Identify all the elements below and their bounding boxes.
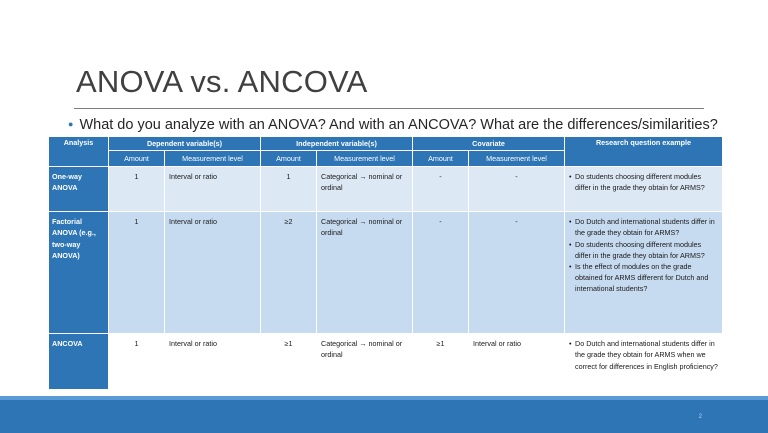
footer-bar	[0, 400, 768, 433]
page-number: 2	[698, 414, 702, 420]
header-research-question: Research question example	[565, 137, 723, 167]
dep-level: Interval or ratio	[165, 334, 261, 390]
row-analysis-label: ANCOVA	[49, 334, 109, 390]
bullet-question	[68, 117, 768, 133]
research-question-cell	[565, 212, 723, 334]
dep-amount: 1	[109, 167, 165, 212]
dep-level: Interval or ratio	[165, 212, 261, 334]
header-dep-level: Measurement level	[165, 151, 261, 167]
table-row	[49, 212, 723, 334]
row-analysis-label: Factorial ANOVA (e.g., two-way ANOVA)	[49, 212, 109, 334]
ind-level: Categorical → nominal or ordinal	[317, 334, 413, 390]
slide-title: ANOVA vs. ANCOVA	[76, 64, 368, 99]
dep-level: Interval or ratio	[165, 167, 261, 212]
cov-amount: -	[413, 167, 469, 212]
table-row	[49, 167, 723, 212]
header-ind-level: Measurement level	[317, 151, 413, 167]
header-covariate: Covariate	[413, 137, 565, 151]
header-ind-amount: Amount	[261, 151, 317, 167]
header-independent: Independent variable(s)	[261, 137, 413, 151]
cov-level: Interval or ratio	[469, 334, 565, 390]
bullet-text: What do you analyze with an ANOVA? And with an ANCOVA? What are the differences/similarities?	[79, 117, 718, 133]
ind-level: Categorical → nominal or ordinal	[317, 212, 413, 334]
research-question-item: • Do Dutch and international students differ in the grade they obtain for ARMS when we correct for differences in English proficiency?	[569, 338, 718, 371]
ind-amount: 1	[261, 167, 317, 212]
ind-amount: ≥2	[261, 212, 317, 334]
dep-amount: 1	[109, 334, 165, 390]
research-question-item: • Do students choosing different modules differ in the grade they obtain for ARMS?	[569, 239, 718, 261]
research-question-item: • Is the effect of modules on the grade obtained for ARMS different for Dutch and international students?	[569, 261, 718, 294]
research-question-item: • Do Dutch and international students differ in the grade they obtain for ARMS?	[569, 216, 718, 238]
title-divider	[74, 108, 704, 109]
research-question-item: • Do students choosing different modules differ in the grade they obtain for ARMS?	[569, 171, 718, 193]
row-analysis-label: One-way ANOVA	[49, 167, 109, 212]
cov-amount: ≥1	[413, 334, 469, 390]
ind-level: Categorical → nominal or ordinal	[317, 167, 413, 212]
research-question-cell	[565, 167, 723, 212]
header-group-row	[49, 137, 723, 151]
cov-level: -	[469, 212, 565, 334]
header-cov-amount: Amount	[413, 151, 469, 167]
bullet-icon: ●	[68, 119, 74, 129]
header-analysis: Analysis	[49, 137, 109, 167]
ind-amount: ≥1	[261, 334, 317, 390]
header-dependent: Dependent variable(s)	[109, 137, 261, 151]
dep-amount: 1	[109, 212, 165, 334]
cov-amount: -	[413, 212, 469, 334]
table-row	[49, 334, 723, 390]
header-dep-amount: Amount	[109, 151, 165, 167]
header-cov-level: Measurement level	[469, 151, 565, 167]
anova-comparison-table	[48, 136, 723, 390]
cov-level: -	[469, 167, 565, 212]
research-question-cell	[565, 334, 723, 390]
